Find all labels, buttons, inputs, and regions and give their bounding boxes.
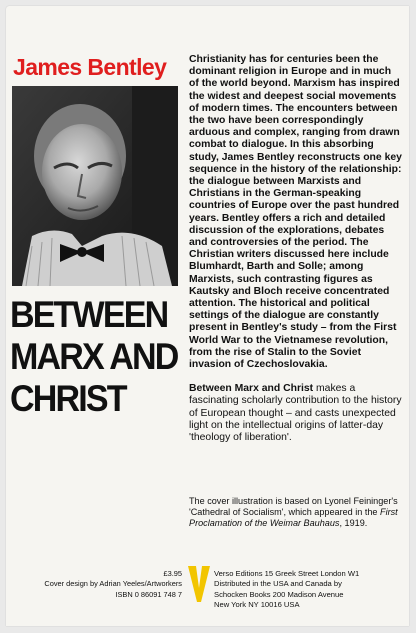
blurb-paragraph-2-rest: makes a fascinating scholarly contribution to the history of European thought – and casts unexpected light on the intellectual origins of latter-day 'theology of liberation'. [189, 383, 402, 444]
title-line-2: MARX AND [10, 336, 178, 377]
note-text-a: The cover illustration is based on Lyonel Feininger's 'Cathedral of Socialism', which appeared in the [189, 496, 398, 517]
book-title [10, 294, 178, 420]
note-italic-title: First Proclamation of the Weimar Bauhaus [189, 507, 398, 528]
footer-left [12, 569, 182, 600]
author-photo [12, 86, 178, 286]
isbn: ISBN 0 86091 748 7 [115, 589, 182, 599]
author-portrait-image [12, 86, 178, 286]
note-text-b: , 1919. [339, 518, 368, 528]
distributor-city: New York NY 10016 USA [214, 600, 300, 610]
title-line-1: BETWEEN [10, 294, 168, 335]
cover-illustration-note [189, 496, 403, 529]
author-name: James Bentley [13, 54, 167, 80]
blurb-title-mention: Between Marx and Christ [189, 383, 314, 395]
publisher-address: Verso Editions 15 Greek Street London W1 [214, 569, 360, 578]
verso-v-logo-icon [188, 566, 210, 602]
cover-design-credit: Cover design by Adrian Yeeles/Artworkers [44, 579, 182, 589]
blurb-paragraph-1: Christianity has for centuries been the dominant religion in Europe and in much of the world beyond. Marxism has inspired the widest and deepest social movements of modern times. The encounters between the two have been correspondingly arduous and complex, ranging from drawn combat to dialogue. In this absorbing study, James Bentley reconstructs one key sequence in the history of the relationship: the dialogue between Marxists and Christians in the German-speaking countries of Europe over the past hundred years. Bentley offers a rich and detailed discussion of the explorations, debates and controversies of the period. The Christian writers discussed here include Blumhardt, Barth and Solle; among Marxists, such contrasting figures as Kautsky and Bloch receive concentrated attention. The historical and political settings of the dialogue are constantly present in Bentley's study – from the First World War to the Vietnamese revolution, from the rise of Stalin to the Soviet invasion of Czechoslovakia. [189, 54, 402, 371]
blurb [189, 54, 403, 444]
footer-right [214, 569, 404, 611]
title-line-3: CHRIST [10, 378, 126, 419]
distribution-line: Distributed in the USA and Canada by [214, 579, 342, 589]
blurb-paragraph-2 [189, 383, 403, 444]
distributor-address: Schocken Books 200 Madison Avenue [214, 589, 344, 599]
price: £3.95 [163, 569, 182, 578]
